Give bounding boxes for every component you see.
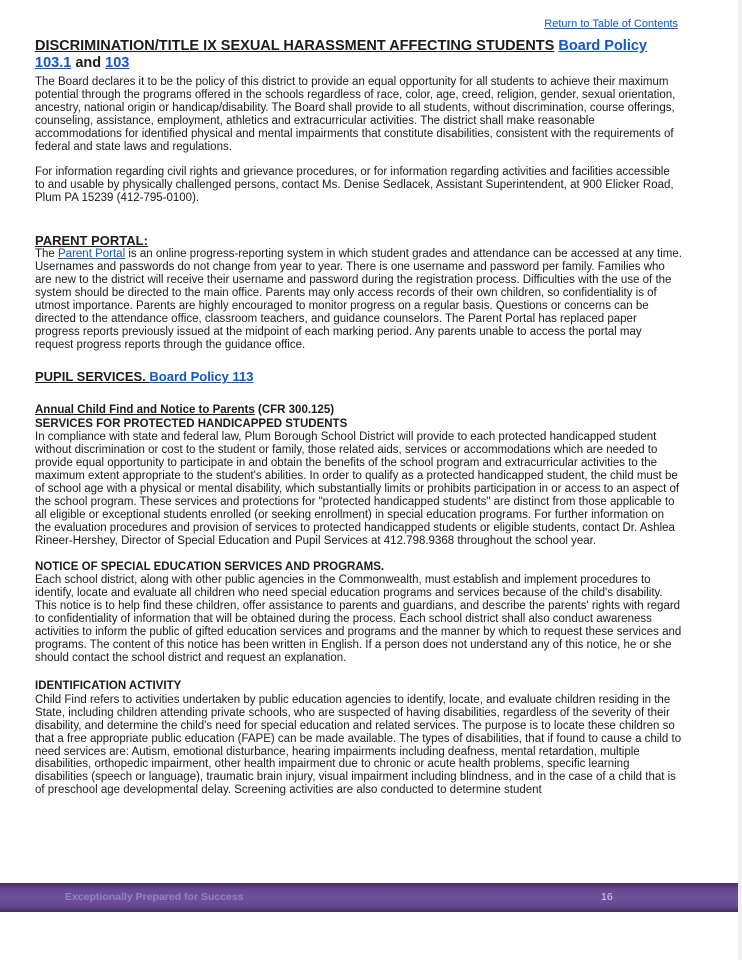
discrimination-paragraph: The Board declares it to be the policy of this district to provide an equal opportunity for all students to achieve their maximum potential through the programs offered in the schools regardless of race, color, age, creed, religion, gender, sexual orientation, ancestry, national origin or handicap/disability. The Board shall provide to all students, without discrimination, course offerings, counseling, assistance, employment, athletics and extracurricular activities. The district shall make reasonable accommodations for identified physical and mental impairments that constitute disabilities, consistent with the requirements of federal and state laws and regulations. [35, 76, 676, 153]
parent-portal-link[interactable]: Parent Portal [58, 248, 126, 261]
protected-students-paragraph: In compliance with state and federal law, Plum Borough School District will provide to each protected handicapped student without discrimination or cost to the student or family, those related aids, services or accommodations which are needed to provide equal opportunity to participate in and obtain the benefits of the school program and extracurricular activities to the maximum extent appropriate to the student's abilities. In order to qualify as a protected handicapped student, the child must be of school age with a physical or mental disability, which substantially limits or prohibits participation in or access to an aspect of the school program. These services and protections for "protected handicapped students" are distinct from those applicable to all eligible or exceptional students enrolled (or seeking enrollment) in special education programs. For further information on the evaluation procedures and provision of services to protected handicapped students or eligible students, contact Dr. Ashlea Rineer-Hershey, Director of Special Education and Pupil Services at 412.798.9368 throughout the school year. [35, 431, 680, 547]
footer-bar [0, 883, 742, 912]
footer-page-number: 16 [601, 891, 613, 903]
return-to-toc-link[interactable]: Return to Table of Contents [544, 18, 678, 30]
civil-rights-contact-paragraph: For information regarding civil rights and grievance procedures, or for information regarding activities and facilities accessible to and usable by physically challenged persons, contact Ms. Denise Sedlacek, Assistant Superintendent, at 900 Elicker Road, Plum PA 15239 (412-795-0100). [35, 166, 674, 205]
board-policy-103-1-link[interactable]: Board Policy 103.1 [35, 38, 647, 71]
discrimination-heading [35, 38, 682, 72]
child-find-heading-text: Annual Child Find and Notice to Parents [35, 404, 255, 417]
special-education-notice-heading: NOTICE OF SPECIAL EDUCATION SERVICES AND PROGRAMS. [35, 560, 385, 573]
parent-portal-heading: PARENT PORTAL: [35, 233, 148, 249]
scan-edge-shadow [738, 0, 742, 960]
parent-portal-paragraph [35, 248, 682, 351]
discrimination-heading-text: DISCRIMINATION/TITLE IX SEXUAL HARASSMENT AFFECTING STUDENTS [35, 38, 555, 54]
child-find-heading-group [35, 404, 682, 431]
identification-activity-paragraph: Child Find refers to activities undertaken by public education agencies to identify, locate, and evaluate children residing in the State, including children attending private schools, who are suspected of having disabilities, regardless of the severity of their disability, and determine the child's need for special education and related services. The purpose is to locate these children so that a free appropriate public education (FAPE) can be made available. The types of disabilities, that if found to cause a child to need services are: Autism, emotional disturbance, hearing impairments including deafness, mental retardation, multiple disabilities, orthopedic impairment, other health impairment due to chronic or acute health problems, specific learning disabilities (speech or language), traumatic brain injury, visual impairment including blindness, and in the case of a child that is of preschool age developmental delay. Screening activities are also conducted to determine student [35, 693, 682, 797]
child-find-heading [35, 404, 682, 418]
board-policy-113-link[interactable]: Board Policy 113 [149, 369, 254, 385]
pupil-services-heading-text: PUPIL SERVICES. [35, 369, 146, 385]
special-education-notice-paragraph: Each school district, along with other public agencies in the Commonwealth, must establish and implement procedures to identify, locate and evaluate all children who need special education programs and services because of the child's disability. This notice is to help find these children, offer assistance to parents and guardians, and describe the parents' rights with regard to confidentiality of information that will be obtained during the process. Each school district shall also conduct awareness activities to inform the public of gifted education services and programs and the manner by which to request these services and programs. The content of this notice has been written in English. If a person does not understand any of this notice, he or she should contact the school district and request an explanation. [35, 574, 682, 664]
heading-conjunction: and [71, 55, 106, 71]
protected-students-heading: SERVICES FOR PROTECTED HANDICAPPED STUDENTS [35, 417, 348, 430]
parent-portal-body-text: is an online progress-reporting system in which student grades and attendance can be accessed at any time. Usernames and passwords do not change from year to year. There is one username and password per family. Families who are new to the district will receive their username and password during the registration process. Difficulties with the use of the system should be directed to the main office. Parents may only access records of their own children, so confidentiality is of utmost importance. Parents are highly encouraged to monitor progress on a regular basis. Questions or concerns can be directed to the attendance office, classroom teachers, and guidance counselors. The Parent Portal has replaced paper progress reports previously issued at the midpoint of each marking period. Any parents unable to access the portal may request progress reports through the guidance office. [35, 248, 682, 351]
toc-link-row [35, 18, 682, 30]
parent-portal-lead-in: The [35, 248, 59, 261]
footer-motto: Exceptionally Prepared for Success [65, 891, 244, 903]
board-policy-103-link[interactable]: 103 [105, 55, 130, 71]
identification-activity-heading: IDENTIFICATION ACTIVITY [35, 680, 182, 693]
child-find-cfr-ref: (CFR 300.125) [254, 404, 335, 417]
pupil-services-heading [35, 369, 682, 384]
